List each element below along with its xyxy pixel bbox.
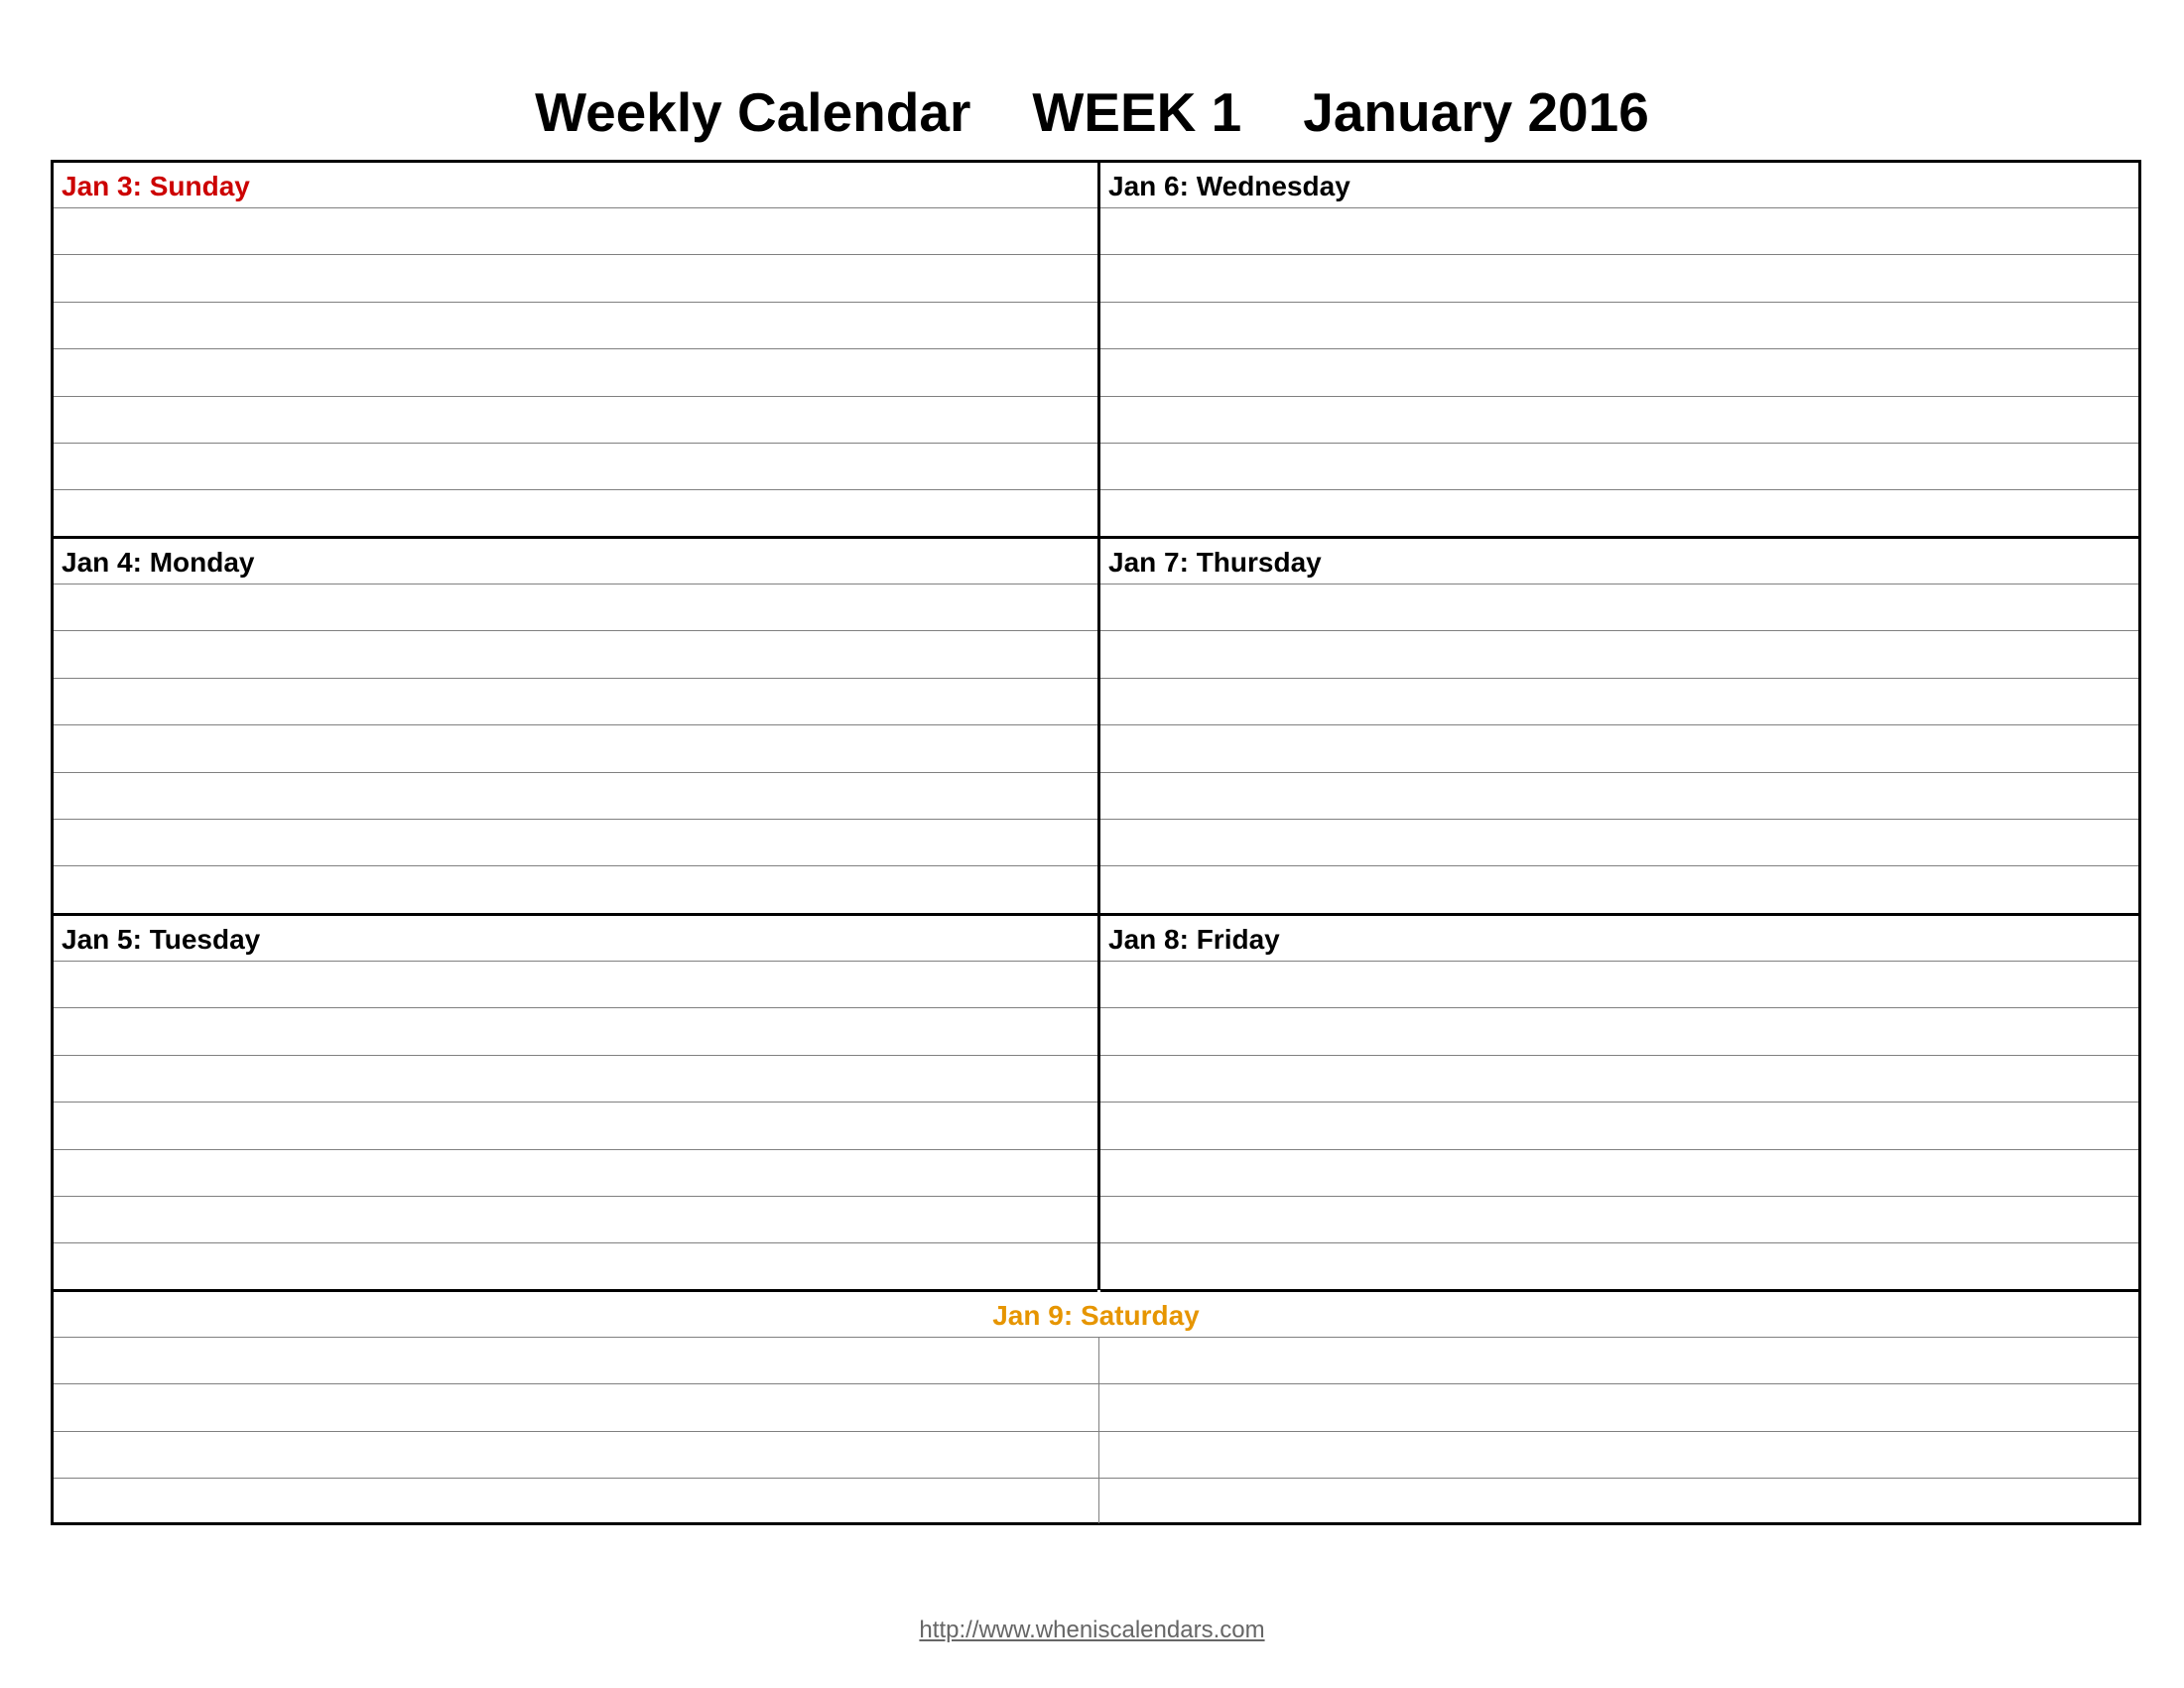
day-block-thursday	[1100, 539, 2138, 916]
day-label-thursday: Jan 7: Thursday	[1108, 547, 1322, 578]
title-week: WEEK 1	[1032, 81, 1242, 143]
column-divider	[1097, 163, 1100, 1290]
day-label-sunday: Jan 3: Sunday	[62, 171, 250, 201]
day-label-saturday: Jan 9: Saturday	[992, 1300, 1200, 1331]
day-label-wednesday: Jan 6: Wednesday	[1108, 171, 1350, 201]
title-month: January 2016	[1303, 81, 1649, 143]
day-block-tuesday	[54, 916, 1097, 1292]
day-label-monday: Jan 4: Monday	[62, 547, 255, 578]
day-label-tuesday: Jan 5: Tuesday	[62, 924, 261, 955]
saturday-column-divider	[1098, 1338, 1099, 1523]
day-label-friday: Jan 8: Friday	[1108, 924, 1280, 955]
day-block-saturday	[54, 1292, 2138, 1522]
title-label: Weekly Calendar	[535, 81, 971, 143]
day-block-wednesday	[1100, 163, 2138, 539]
page-title	[0, 71, 2184, 153]
footer-link[interactable]: http://www.wheniscalendars.com	[919, 1617, 1265, 1643]
day-block-friday	[1100, 916, 2138, 1292]
day-block-sunday	[54, 163, 1097, 539]
weekly-grid	[51, 160, 2141, 1525]
day-block-monday	[54, 539, 1097, 916]
